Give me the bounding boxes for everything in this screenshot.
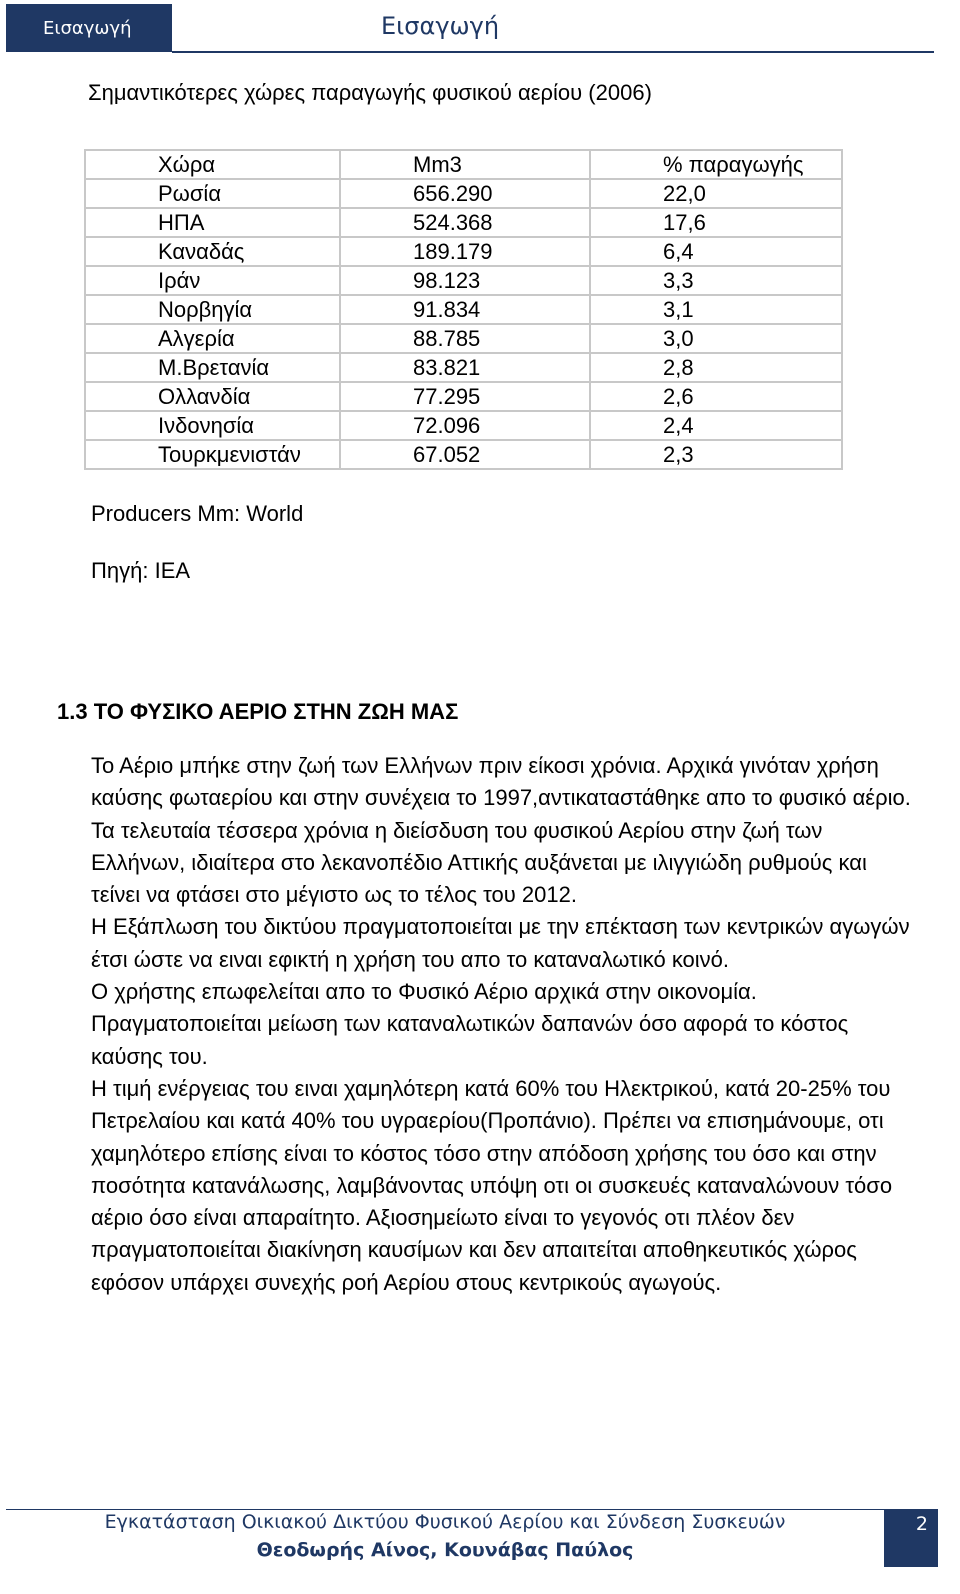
paragraph: Πραγματοποιείται μείωση των καταναλωτικών δαπανών όσο αφορά το κόστος καύσης του.: [91, 1011, 849, 1069]
footer-authors: Θεοδωρής Αίνος, Κουνάβας Παύλος: [256, 1539, 634, 1561]
table-row: [85, 295, 842, 324]
producers-note: Producers Mm: World: [91, 501, 304, 526]
table-row: [85, 324, 842, 353]
header-title: Εισαγωγή: [381, 12, 500, 40]
header-divider: [172, 51, 934, 53]
share-cell: 3,1: [590, 295, 842, 324]
country-cell: Νορβηγία: [85, 295, 340, 324]
country-cell: Ινδονησία: [85, 411, 340, 440]
country-cell: Τουρκμενιστάν: [85, 440, 340, 469]
paragraph: Το Αέριο μπήκε στην ζωή των Ελλήνων πριν είκοσι χρόνια. Αρχικά γινόταν χρήση καύσης φωταερίου και στην συνέχεια το 1997,αντικαταστάθηκε απο το φυσικό αέριο. Τα τελευταία τέσσερα χρόνια η διείσδυση του φυσικού Αερίου στην ζωή των Ελλήνων, ιδιαίτερα στο λεκανοπέδιο Αττικής αυξάνεται με ιλιγγιώδη ρυθμούς και τείνει να φτάσει στο μέγιστο ως το τέλος του 2012.: [91, 753, 911, 908]
section-heading: 1.3 ΤΟ ΦΥΣΙΚΟ ΑΕΡΙΟ ΣΤΗΝ ΖΩΗ ΜΑΣ: [57, 699, 459, 724]
production-cell: 91.834: [340, 295, 590, 324]
share-cell: 2,3: [590, 440, 842, 469]
header-tab-label: Εισαγωγή: [43, 17, 132, 39]
table-row: [85, 237, 842, 266]
production-cell: 72.096: [340, 411, 590, 440]
paragraph: Η τιμή ενέργειας του ειναι χαμηλότερη κατά 60% του Ηλεκτρικού, κατά 20-25% του Πετρελαίου και κατά 40% του υγραερίου(Προπάνιο). Πρέπει να επισημάνουμε, οτι χαμηλότερο επίσης είναι το κόστος τόσο στην απόδοση χρήσης του όσο και στην ποσότητα κατανάλωσης, λαμβάνοντας υπόψη οτι οι συσκευές καταναλώνουν τόσο αέριο όσο είναι απαραίτητο. Αξιοσημείωτο είναι το γεγονός οτι πλέον δεν πραγματοποιείται διακίνηση καυσίμων και δεν απαιτείται αποθηκευτικός χώρος εφόσον υπάρχει συνεχής ροή Αερίου στους κεντρικούς αγωγούς.: [91, 1075, 893, 1295]
country-cell: ΗΠΑ: [85, 208, 340, 237]
header-section-tab: [6, 4, 172, 52]
production-cell: 656.290: [340, 179, 590, 208]
table-header-cell: Χώρα: [85, 150, 340, 179]
paragraph: Ο χρήστης επωφελείται απο το Φυσικό Αέριο αρχικά στην οικονομία.: [91, 979, 757, 1005]
table-row: [85, 266, 842, 295]
page-number: 2: [915, 1513, 928, 1535]
share-cell: 22,0: [590, 179, 842, 208]
table-row: [85, 179, 842, 208]
share-cell: 6,4: [590, 237, 842, 266]
page-number-box: [884, 1509, 938, 1567]
table-row: [85, 411, 842, 440]
share-cell: 3,3: [590, 266, 842, 295]
table-row: [85, 208, 842, 237]
production-cell: 77.295: [340, 382, 590, 411]
footer-divider: [6, 1509, 886, 1510]
country-cell: Ιράν: [85, 266, 340, 295]
country-cell: Αλγερία: [85, 324, 340, 353]
country-cell: Ολλανδία: [85, 382, 340, 411]
production-cell: 189.179: [340, 237, 590, 266]
body-text: [91, 750, 921, 1299]
source-note: Πηγή: IEA: [91, 558, 191, 583]
production-cell: 83.821: [340, 353, 590, 382]
production-cell: 88.785: [340, 324, 590, 353]
country-cell: Μ.Βρετανία: [85, 353, 340, 382]
table-title: Σημαντικότερες χώρες παραγωγής φυσικού αερίου (2006): [88, 80, 652, 105]
share-cell: 2,4: [590, 411, 842, 440]
production-cell: 98.123: [340, 266, 590, 295]
country-cell: Καναδάς: [85, 237, 340, 266]
table-header-cell: % παραγωγής: [590, 150, 842, 179]
production-cell: 67.052: [340, 440, 590, 469]
table-header-row: [85, 150, 842, 179]
table-row: [85, 440, 842, 469]
country-cell: Ρωσία: [85, 179, 340, 208]
share-cell: 3,0: [590, 324, 842, 353]
table-row: [85, 382, 842, 411]
table-header-cell: Mm3: [340, 150, 590, 179]
table-row: [85, 353, 842, 382]
paragraph: Η Εξάπλωση του δικτύου πραγματοποιείται με την επέκταση των κεντρικών αγωγών έτσι ώστε να ειναι εφικτή η χρήση του απο το καταναλωτικό κοινό.: [91, 914, 910, 972]
share-cell: 2,8: [590, 353, 842, 382]
share-cell: 2,6: [590, 382, 842, 411]
gas-production-table: [84, 149, 843, 470]
production-cell: 524.368: [340, 208, 590, 237]
share-cell: 17,6: [590, 208, 842, 237]
footer-title: Εγκατάσταση Οικιακού Δικτύου Φυσικού Αερίου και Σύνδεση Συσκευών: [104, 1511, 786, 1533]
